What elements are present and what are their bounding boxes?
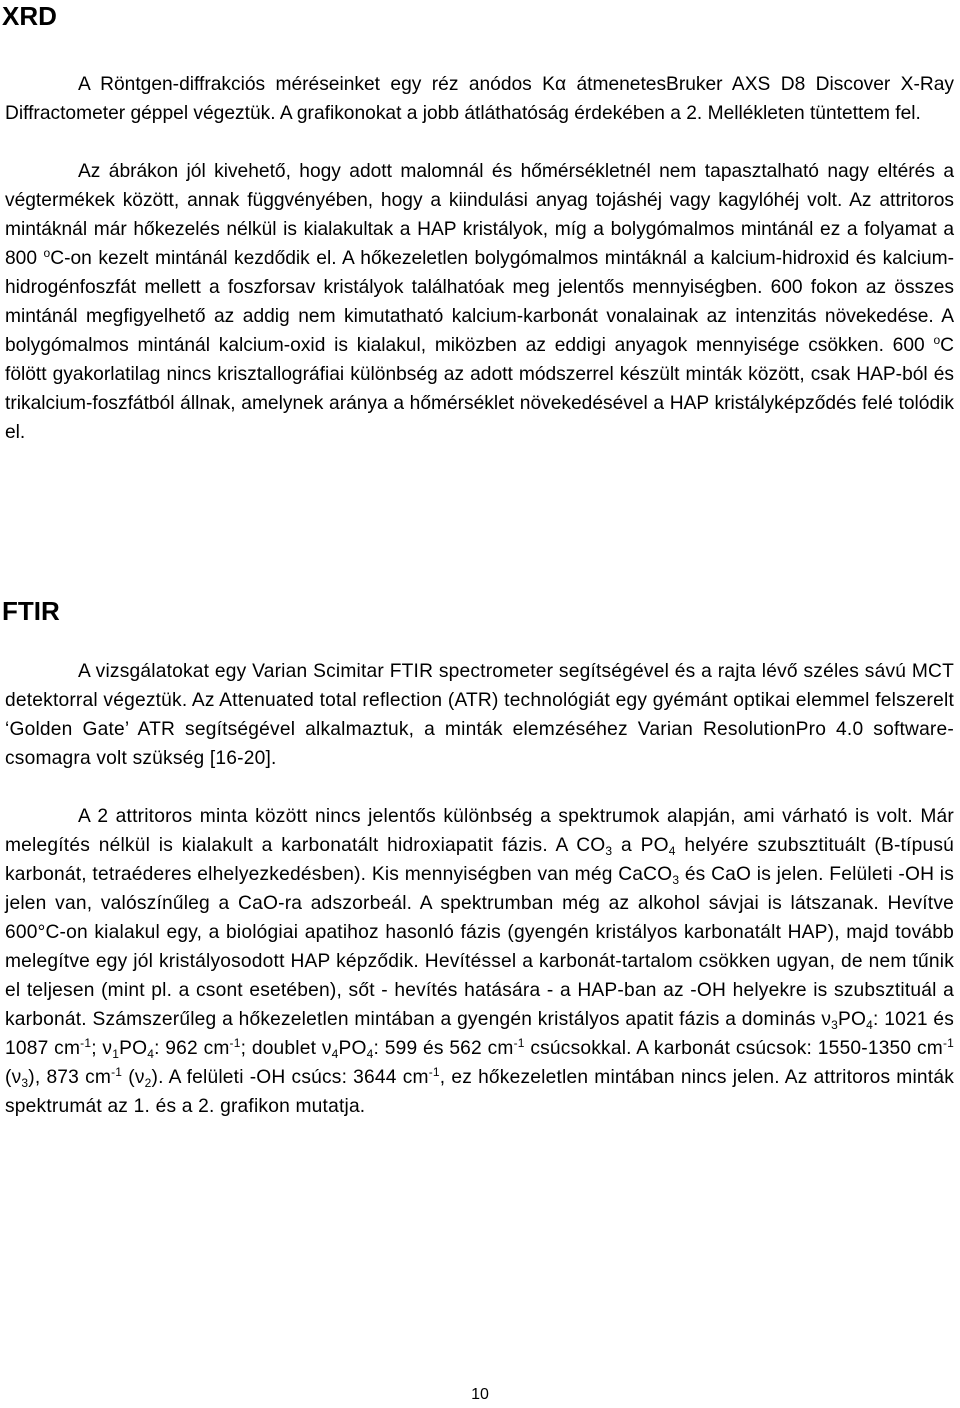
subscript: 4: [366, 1047, 374, 1061]
ftir-p2-text-l: : 599 és 562 cm: [373, 1038, 514, 1059]
superscript: -1: [513, 1036, 525, 1050]
superscript: -1: [229, 1036, 241, 1050]
ftir-p2-text-e: PO: [838, 1009, 867, 1030]
xrd-p2-text-c: C-on kezelt mintánál kezdődik el. A hőkezeletlen bolygómalmos mintáknál a kalcium-hidroxid és kalcium-hidrogénfoszfát mellett a foszforsav kristályok találhatóak meg jelentős mennyiségben. 600 fokon az összes mintánál megfigyelhető az addig nem kimutatható kalcium-karbonát vonalainak az intenzitás növekedése. A bolygómalmos mintánál kalcium-oxid is kialakul, miközben az eddigi anyagok mennyisége csökken. 600: [5, 248, 954, 356]
ftir-p2-text-c: helyére szubsztituált (B-típusú karbonát, tetraéderes elhelyezkedésben). Kis mennyiségben van még CaCO: [5, 835, 954, 885]
ftir-p2-text-n: (: [5, 1067, 12, 1088]
ftir-p2-text-q: ). A felületi -OH csúcs: 3644 cm: [151, 1067, 429, 1088]
superscript: -1: [111, 1065, 123, 1079]
subscript: 3: [672, 873, 680, 887]
nu2-symbol: ν: [134, 1067, 145, 1088]
nu4-symbol: ν: [321, 1038, 332, 1059]
ftir-p2-text-k: PO: [338, 1038, 367, 1059]
subscript: 4: [331, 1047, 339, 1061]
subscript: 1: [112, 1047, 120, 1061]
ftir-paragraph-1: [5, 657, 954, 773]
ftir-p2-text-p: (: [128, 1067, 135, 1088]
page-number: 10: [471, 1386, 489, 1403]
ftir-p2-text-h: PO: [119, 1038, 148, 1059]
xrd-paragraph-1: [5, 70, 954, 128]
xrd-heading: XRD: [2, 1, 57, 31]
xrd-paragraph-2: [5, 157, 954, 447]
ftir-p2-text-o: ), 873 cm: [28, 1067, 112, 1088]
degree-superscript: o: [933, 333, 941, 347]
degree-superscript: o: [43, 246, 51, 260]
ftir-p2-text-f: : 1021 és 1087 cm: [5, 1009, 955, 1059]
subscript: 2: [144, 1076, 152, 1090]
ftir-paragraph-2: [5, 802, 954, 1121]
subscript: 3: [21, 1076, 29, 1090]
ftir-p1-text: A vizsgálatokat egy Varian Scimitar FTIR spectrometer segítségével és a rajta lévő széles sávú MCT detektorral végeztük. Az Attenuated total reflection (ATR) technológiát egy gyémánt optikai elemmel felszerelt ‘Golden Gate’ ATR segítségével alkalmaztuk, a minták elemzéséhez Varian ResolutionPro 4.0 software-csomagra volt szükség [16-20].: [5, 661, 954, 769]
ftir-p2-text-b: a PO: [621, 835, 669, 856]
ftir-p2-text-i: : 962 cm: [154, 1038, 230, 1059]
subscript: 4: [668, 844, 676, 858]
ftir-p2-text-j: ; doublet: [240, 1038, 317, 1059]
ftir-p2-text-m: csúcsokkal. A karbonát csúcsok: 1550-1350 cm: [530, 1038, 943, 1059]
superscript: -1: [80, 1036, 92, 1050]
ftir-p2-text-g: ;: [91, 1038, 97, 1059]
xrd-p1-text: A Röntgen-diffrakciós méréseinket egy réz anódos Kα átmenetesBruker AXS D8 Discover X-Ray Diffractometer géppel végeztük. A grafikonokat a jobb átláthatóság érdekében a 2. Mellékleten tüntettem fel.: [5, 74, 954, 124]
xrd-p2-text-a: Az ábrákon jól kivehető, hogy adott malomnál és hőmérsékletnél nem tapasztalható nagy eltérés a végtermékek között, annak függvényében, hogy a kiindulási anyag tojáshéj vagy kagylóhéj volt.: [5, 161, 954, 211]
xrd-p2-text-d: C fölött gyakorlatilag nincs krisztallográfiai különbség az adott módszerrel készült minták között, csak HAP-ból és trikalcium-foszfátból állnak, amelynek aránya a hőmérséklet növekedésével a HAP kristályképződés felé tolódik el.: [5, 335, 954, 443]
subscript: 3: [605, 844, 613, 858]
ftir-p2-text-d: és CaO is jelen. Felületi -OH is jelen van, valószínűleg a CaO-ra adszorbeál. A spektrumban még az alkohol sávjai is látszanak. Hevítve 600°C-on kialakul egy, a biológiai apatihoz hasonló fázis (gyengén kristályos karbonatált HAP), majd tovább melegítve egy jól kristályosodott HAP képződik. Hevítéssel a karbonát-tartalom csökken ugyan, de nem tűnik el teljesen (mint pl. a csont esetében), sőt - hevítés hatására - a HAP-ban az -OH helyekre is szubsztituál a karbonát. Számszerűleg a hőkezeletlen mintában a gyengén kristályos apatit fázis a dominás: [5, 864, 955, 1030]
ftir-p2-text-r: , ez hőkezeletlen mintában nincs jelen. Az attritoros minták spektrumát az 1. és a 2. grafikon mutatja.: [5, 1067, 955, 1117]
subscript: 4: [866, 1018, 874, 1032]
superscript: -1: [428, 1065, 440, 1079]
nu1-symbol: ν: [102, 1038, 113, 1059]
nu3-symbol: ν: [11, 1067, 22, 1088]
subscript: 3: [831, 1018, 839, 1032]
superscript: -1: [942, 1036, 955, 1050]
nu3-symbol: ν: [821, 1009, 832, 1030]
xrd-p2-text-b: Az attritoros mintáknál már hőkezelés nélkül is kialakultak a HAP kristályok, míg a bolygómalmos mintánál ez a folyamat a 800: [5, 190, 954, 269]
ftir-heading: FTIR: [2, 596, 60, 626]
subscript: 4: [147, 1047, 155, 1061]
ftir-p2-text-a: A 2 attritoros minta között nincs jelentős különbség a spektrumok alapján, ami várható is volt. Már melegítés nélkül is kialakult a karbonatált hidroxiapatit fázis. A CO: [5, 806, 954, 856]
